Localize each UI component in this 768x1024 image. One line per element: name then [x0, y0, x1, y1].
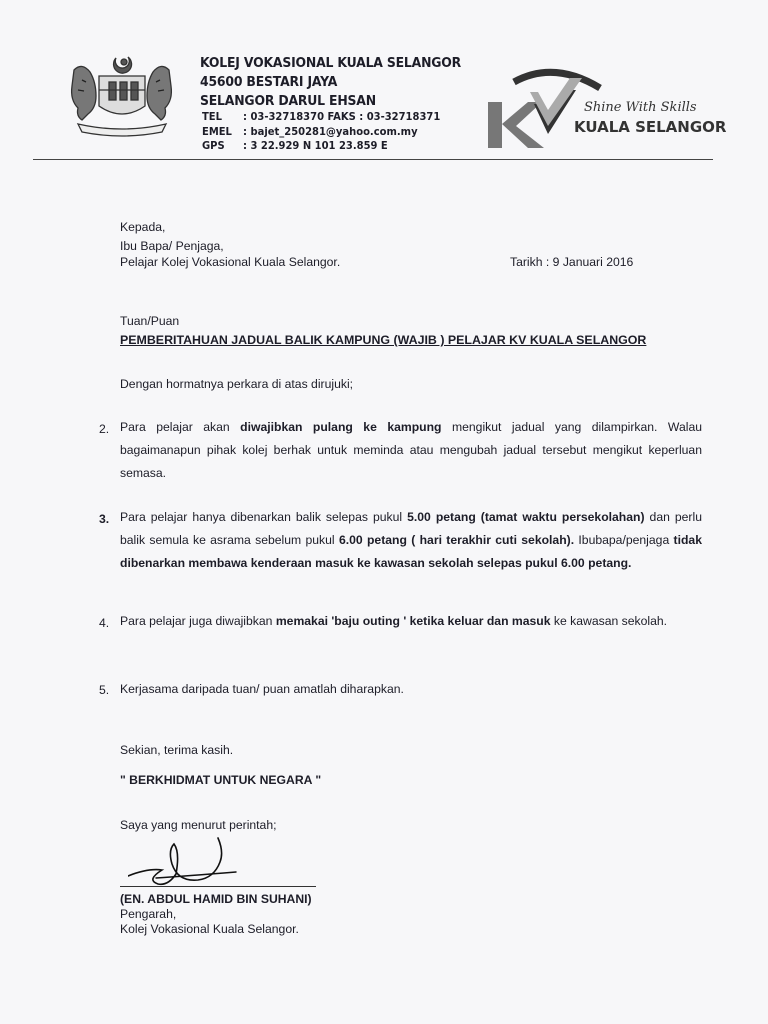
item-paragraph: Para pelajar hanya dibenarkan balik selepas pukul 5.00 petang (tamat waktu persekolahan) dan perlu balik semula ke asrama sebelum pukul 6.00 petang ( hari terakhir cuti sekolah). Ibubapa/penjaga tidak dibenarkan membawa kenderaan masuk ke kawasan sekolah selepas pukul 6.00 petang.	[120, 510, 702, 570]
recipient-line-2: Pelajar Kolej Vokasional Kuala Selangor.	[120, 255, 341, 269]
signoff-text: Saya yang menurut perintah;	[120, 818, 277, 832]
tel-label: TEL	[202, 111, 222, 123]
to-label: Kepada,	[120, 220, 166, 234]
letter-date: Tarikh : 9 Januari 2016	[510, 255, 634, 269]
closing-text: Sekian, terima kasih.	[120, 743, 234, 757]
intro-text: Dengan hormatnya perkara di atas dirujuki;	[120, 377, 354, 391]
salutation: Tuan/Puan	[120, 314, 180, 328]
email-value: : bajet_250281@yahoo.com.my	[243, 126, 418, 138]
item-paragraph: Para pelajar akan diwajibkan pulang ke kampung mengikut jadual yang dilampirkan. Walau bagaimanapun pihak kolej berhak untuk meminda atau mengubah jadual tersebut mengikut keperluan semasa.	[120, 420, 702, 480]
signatory-title: Pengarah,	[120, 907, 177, 921]
malaysia-crest-logo	[64, 50, 179, 142]
tel-value: : 03-32718370 FAKS : 03-32718371	[243, 111, 441, 123]
signatory-name: (EN. ABDUL HAMID BIN SUHANI)	[120, 892, 312, 906]
logo-tagline: Shine With Skills	[584, 100, 697, 115]
email-label: EMEL	[202, 126, 232, 138]
recipient-line-1: Ibu Bapa/ Penjaga,	[120, 239, 224, 253]
handwritten-signature	[128, 834, 248, 894]
address-postcode: 45600 BESTARI JAYA	[200, 74, 338, 90]
gps-label: GPS	[202, 140, 225, 152]
item-number: 5.	[99, 683, 110, 697]
signatory-org: Kolej Vokasional Kuala Selangor.	[120, 922, 299, 936]
motto-text: " BERKHIDMAT UNTUK NEGARA "	[120, 773, 322, 787]
item-number: 2.	[99, 422, 110, 436]
letter-subject: PEMBERITAHUAN JADUAL BALIK KAMPUNG (WAJIB ) PELAJAR KV KUALA SELANGOR	[120, 333, 647, 347]
address-state: SELANGOR DARUL EHSAN	[200, 93, 376, 109]
item-number: 4.	[99, 616, 110, 630]
item-paragraph: Kerjasama daripada tuan/ puan amatlah diharapkan.	[120, 682, 404, 696]
kv-kuala-selangor-logo	[484, 62, 727, 154]
college-name: KOLEJ VOKASIONAL KUALA SELANGOR	[200, 55, 462, 71]
item-paragraph: Para pelajar juga diwajibkan memakai 'baju outing ' ketika keluar dan masuk ke kawasan sekolah.	[120, 614, 668, 628]
header-divider	[33, 159, 713, 160]
logo-name: KUALA SELANGOR	[574, 118, 727, 136]
item-number: 3.	[99, 512, 110, 526]
signature-line	[120, 886, 316, 887]
gps-value: : 3 22.929 N 101 23.859 E	[243, 140, 388, 152]
